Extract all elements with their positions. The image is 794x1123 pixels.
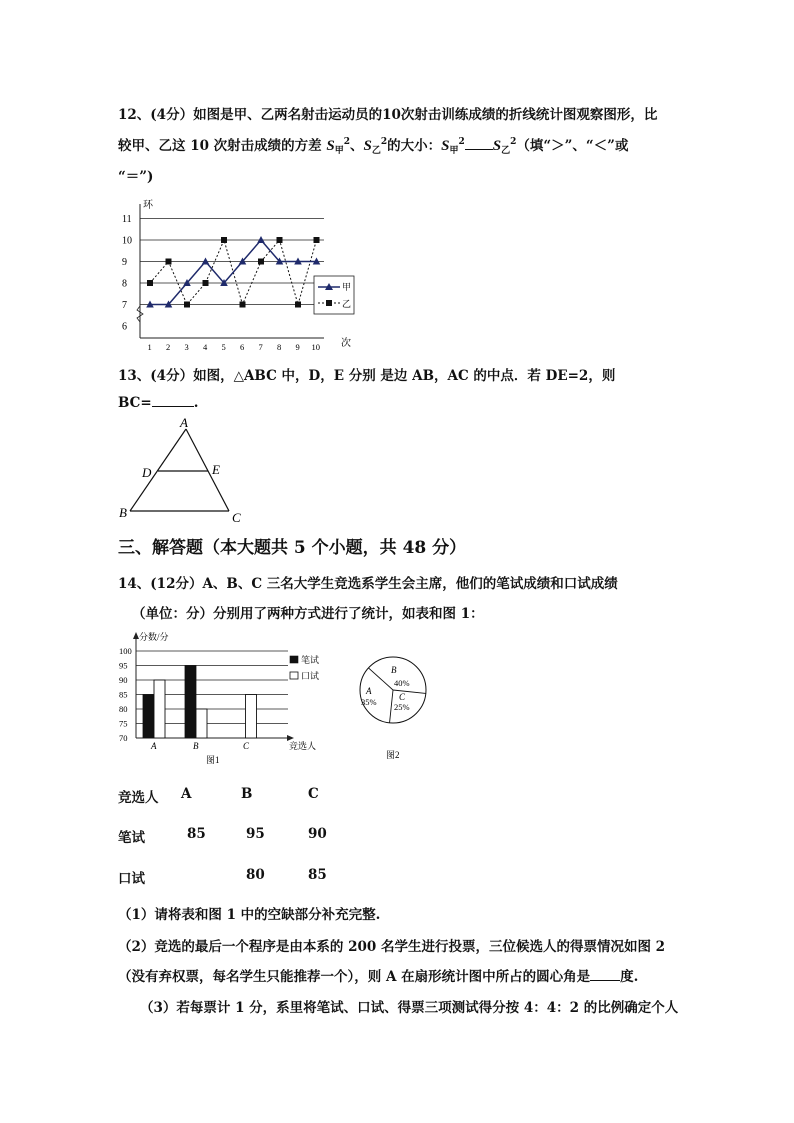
legend-written-swatch bbox=[290, 656, 298, 663]
x-tick-label: B bbox=[193, 741, 199, 751]
triangle-abc-diagram bbox=[116, 414, 246, 526]
s-symbol: S bbox=[326, 138, 335, 154]
x-tick-label: 7 bbox=[258, 342, 263, 352]
table-cell-written-c: 90 bbox=[308, 826, 327, 842]
q12-line1: 12、(4分）如图是甲、乙两名射击运动员的10次射击训练成绩的折线统计图观察图形，比 bbox=[118, 107, 658, 123]
vertex-a-label: A bbox=[180, 415, 188, 430]
x-tick-label: 4 bbox=[203, 342, 208, 352]
x-tick-label: 3 bbox=[184, 342, 189, 352]
s-symbol: S bbox=[441, 138, 450, 154]
q14-line2: （单位：分）分别用了两种方式进行了统计，如表和图 1： bbox=[132, 606, 484, 622]
x-tick-label: 5 bbox=[221, 342, 226, 352]
sup-2: 2 bbox=[380, 137, 388, 147]
x-tick-label: 6 bbox=[240, 342, 245, 352]
s-symbol: S bbox=[492, 138, 502, 154]
y-tick-label: 75 bbox=[119, 718, 128, 729]
q14-part1: （1）请将表和图 1 中的空缺部分补充完整. bbox=[118, 907, 381, 923]
q14-part3: （3）若每票计 1 分，系里将笔试、口试、得票三项测试得分按 4：4：2 的比例确定个人 bbox=[140, 1000, 679, 1016]
bar-written bbox=[143, 695, 154, 739]
series-yi-point bbox=[277, 237, 283, 243]
vertex-d-label: D bbox=[142, 465, 152, 480]
pie-pct-c: 25% bbox=[394, 702, 410, 712]
y-tick-label: 70 bbox=[119, 733, 128, 743]
legend-jia-label: 甲 bbox=[342, 282, 352, 292]
pie-pct-b: 40% bbox=[394, 678, 410, 688]
pie-label-a: A bbox=[366, 686, 372, 696]
table-header-candidate: 竞选人 bbox=[118, 790, 159, 806]
y-tick-label: 6 bbox=[122, 321, 127, 333]
series-yi-point bbox=[258, 259, 264, 265]
y-tick-label: 85 bbox=[119, 689, 128, 700]
side-ac bbox=[186, 429, 229, 511]
q12-line2 bbox=[118, 134, 628, 156]
pie-pct-a: 35% bbox=[361, 697, 377, 707]
y-tick-label: 90 bbox=[119, 675, 128, 685]
q13-period: . bbox=[193, 395, 199, 411]
y-tick-label: 11 bbox=[122, 214, 132, 225]
legend-yi-marker bbox=[326, 300, 332, 306]
q13-line1: 13、(4分）如图，△ABC 中，D，E 分别 是边 AB，AC 的中点．若 DE=2，则 bbox=[118, 368, 616, 384]
y-tick-label: 100 bbox=[119, 646, 132, 656]
figure2-caption: 图2 bbox=[386, 750, 400, 760]
y-tick-label: 8 bbox=[122, 278, 127, 290]
table-row-written-label: 笔试 bbox=[118, 830, 145, 846]
q13-bc-label: BC= bbox=[118, 395, 152, 411]
x-tick-label: A bbox=[151, 741, 157, 751]
series-jia-point bbox=[257, 236, 265, 243]
q13-line2 bbox=[118, 395, 198, 411]
x-axis-label: 竞选人 bbox=[289, 741, 317, 751]
y-axis-label: 分数/分 bbox=[139, 632, 169, 642]
sub-yi: 乙 bbox=[501, 146, 511, 156]
q12-line2-text: 较甲、乙这 10 次射击成绩的方差 bbox=[118, 138, 322, 154]
table-header-c: C bbox=[308, 786, 319, 802]
y-tick-label: 9 bbox=[122, 257, 127, 268]
q12-line3: “＝”) bbox=[118, 169, 154, 185]
series-yi-point bbox=[240, 302, 246, 308]
q14-part2-unit: 度. bbox=[620, 969, 639, 985]
side-ab bbox=[130, 429, 186, 511]
x-tick-label: 1 bbox=[147, 342, 152, 352]
vote-pie-chart bbox=[352, 646, 434, 764]
x-tick-label: 2 bbox=[166, 342, 171, 352]
answer-blank[interactable] bbox=[152, 406, 194, 407]
y-tick-label: 10 bbox=[122, 235, 132, 247]
sub-yi: 乙 bbox=[371, 146, 381, 156]
bar-oral bbox=[154, 680, 165, 738]
s-symbol: S bbox=[363, 138, 372, 154]
table-cell-oral-c: 85 bbox=[308, 867, 327, 883]
series-yi-point bbox=[295, 302, 301, 308]
series-jia-point bbox=[202, 258, 210, 265]
q14-part2-text: （没有弃权票，每名学生只能推荐一个），则 A 在扇形统计图中所占的圆心角是 bbox=[118, 969, 591, 985]
vertex-c-label: C bbox=[232, 510, 241, 525]
series-yi-point bbox=[184, 302, 190, 308]
bar-oral bbox=[246, 695, 257, 739]
table-header-b: B bbox=[241, 786, 253, 802]
vertex-b-label: B bbox=[119, 505, 127, 520]
sub-jia: 甲 bbox=[334, 146, 344, 156]
x-tick-label: 8 bbox=[277, 342, 282, 352]
vertex-e-label: E bbox=[212, 462, 220, 477]
table-cell-written-a: 85 bbox=[187, 826, 206, 842]
legend-oral-swatch bbox=[290, 672, 298, 679]
sup-2: 2 bbox=[343, 137, 351, 147]
answer-blank[interactable] bbox=[590, 980, 620, 981]
dun-mark: 、 bbox=[350, 138, 364, 154]
table-header-a: A bbox=[181, 786, 192, 802]
fill-instruction: （填“＞”、“＜”或 bbox=[516, 138, 629, 154]
series-yi-point bbox=[147, 280, 153, 286]
figure1-caption: 图1 bbox=[206, 755, 220, 765]
y-tick-label: 95 bbox=[119, 660, 128, 671]
sub-jia: 甲 bbox=[449, 146, 459, 156]
answer-blank[interactable] bbox=[465, 149, 493, 150]
table-row-oral-label: 口试 bbox=[118, 871, 145, 887]
x-tick-label: 10 bbox=[311, 342, 320, 352]
y-axis-label: 环 bbox=[143, 200, 153, 211]
series-yi-point bbox=[166, 259, 172, 265]
series-yi-point bbox=[203, 280, 209, 286]
legend-yi-label: 乙 bbox=[342, 299, 352, 309]
sup-2: 2 bbox=[458, 137, 465, 147]
x-tick-label: C bbox=[243, 741, 250, 751]
x-tick-label: 9 bbox=[295, 342, 300, 352]
table-cell-oral-b: 80 bbox=[246, 867, 265, 883]
bar-oral bbox=[196, 709, 207, 738]
series-jia-line bbox=[150, 240, 317, 305]
legend-oral-label: 口试 bbox=[301, 671, 320, 681]
x-axis-label: 次 bbox=[341, 338, 351, 349]
q14-part2-line1: （2）竞选的最后一个程序是由本系的 200 名学生进行投票，三位候选人的得票情况如图 2 bbox=[118, 939, 666, 955]
series-yi-point bbox=[221, 237, 227, 243]
shooting-line-chart bbox=[118, 196, 358, 354]
section-title: 三、解答题（本大题共 5 个小题，共 48 分） bbox=[118, 538, 467, 558]
series-yi-point bbox=[314, 237, 320, 243]
pie-label-c: C bbox=[399, 692, 406, 702]
daxiao-text: 的大小： bbox=[387, 138, 442, 154]
bar-written bbox=[185, 666, 196, 739]
pie-label-b: B bbox=[391, 665, 397, 675]
legend-written-label: 笔试 bbox=[301, 655, 320, 665]
sup-2: 2 bbox=[510, 137, 517, 147]
y-tick-label: 7 bbox=[122, 300, 127, 311]
score-bar-chart bbox=[118, 630, 348, 768]
table-cell-written-b: 95 bbox=[246, 826, 265, 842]
y-tick-label: 80 bbox=[119, 704, 128, 714]
q14-line1: 14、(12分）A、B、C 三名大学生竞选系学生会主席，他们的笔试成绩和口试成绩 bbox=[118, 576, 618, 592]
q14-part2-line2 bbox=[118, 965, 638, 985]
